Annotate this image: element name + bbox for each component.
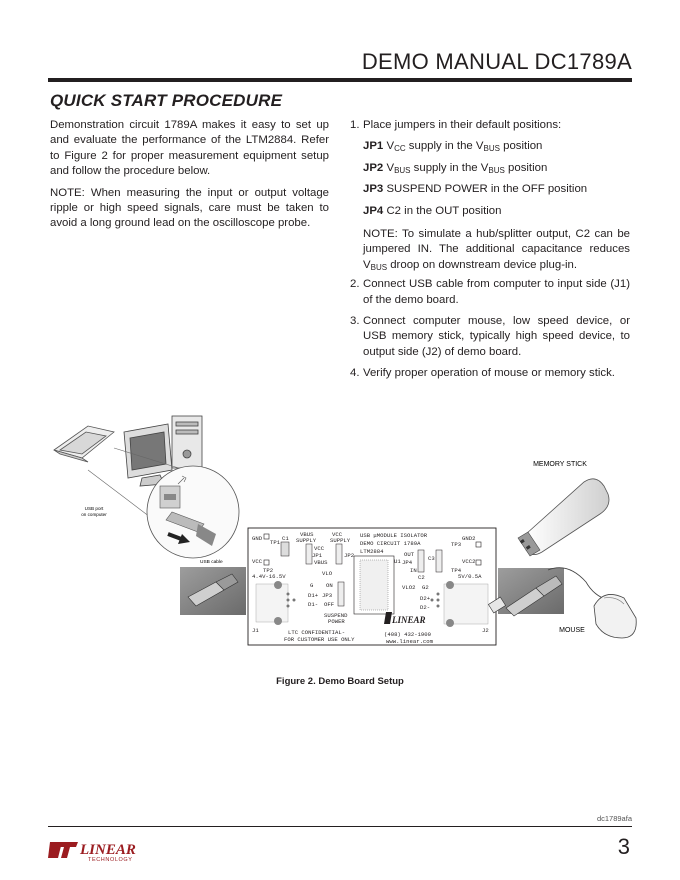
- board-label: J2: [482, 627, 489, 634]
- jp2-sub: BUS: [394, 165, 411, 175]
- board-logo: LINEAR: [392, 615, 426, 625]
- board-label: DEMO CIRCUIT 1789A: [360, 540, 421, 547]
- linear-technology-logo: [48, 838, 148, 864]
- figure-caption: Figure 2. Demo Board Setup: [276, 676, 404, 687]
- jp4-text: C2 in the OUT position: [386, 204, 502, 217]
- usb-cable-label: USB cable: [200, 560, 223, 565]
- board-label: JP2: [344, 552, 355, 559]
- jp2-text: V: [386, 161, 395, 174]
- memory-stick-label: MEMORY STICK: [533, 461, 587, 468]
- step-2: [350, 277, 630, 308]
- board-label: J1: [252, 627, 259, 634]
- jp1-sub: CC: [394, 144, 406, 154]
- board-label: JP3: [322, 592, 333, 599]
- board-label: GND: [252, 535, 263, 542]
- jp3-text: SUSPEND POWER in the OFF position: [386, 183, 588, 196]
- usb-mini-plug-photo: [180, 567, 246, 615]
- document-code: dc1789afa: [596, 814, 632, 823]
- logo-subtext: TECHNOLOGY: [88, 857, 133, 863]
- board-label: ON: [326, 582, 333, 589]
- step-text: Verify proper operation of mouse or memory stick.: [363, 367, 615, 380]
- board-label: G: [310, 582, 314, 589]
- board-label: D2+: [420, 595, 431, 602]
- board-label: D1-: [308, 601, 319, 608]
- step-text: Connect USB cable from computer to input side (J1) of the demo board.: [363, 278, 630, 306]
- board-label: C1: [282, 535, 289, 542]
- board-label: VCC: [252, 558, 263, 565]
- step-3: [350, 314, 630, 360]
- board-label: D1+: [308, 592, 319, 599]
- laptop-illustration: [54, 426, 114, 462]
- jp1-sub: BUS: [483, 144, 500, 154]
- jp1-setting: [363, 139, 630, 154]
- usb-port-label: on computer: [81, 512, 107, 517]
- board-label: G2: [422, 584, 429, 591]
- board-label: VCC2: [462, 558, 476, 565]
- board-label: SUPPLY: [296, 537, 317, 544]
- board-label: OUT: [404, 551, 415, 558]
- board-label: USB μMODULE ISOLATOR: [360, 532, 428, 539]
- demo-board-setup-figure: [48, 412, 638, 662]
- footer-rule: [48, 826, 632, 827]
- page-header-title: DEMO MANUAL DC1789A: [361, 49, 632, 74]
- board-label: VCC: [332, 531, 343, 538]
- board-label: VBUS: [314, 559, 328, 566]
- board-label: IN: [410, 567, 417, 574]
- board-label: JP4: [402, 559, 413, 566]
- board-label: POWER: [328, 618, 345, 625]
- jp2-sub: BUS: [488, 165, 505, 175]
- step-number: 1.: [350, 119, 360, 131]
- board-label: TP1: [270, 539, 281, 546]
- board-label: 4.4V-16.5V: [252, 573, 286, 580]
- board-label: GND2: [462, 535, 476, 542]
- board-label: VCC: [314, 545, 325, 552]
- board-label: JP1: [312, 552, 323, 559]
- jp4-label: JP4: [363, 204, 384, 217]
- left-column: [50, 118, 329, 238]
- board-label: VLO: [322, 570, 333, 577]
- board-label: D2-: [420, 604, 431, 611]
- board-label: C3: [428, 555, 435, 562]
- jp1-text: supply in the V: [405, 140, 484, 153]
- board-label: 5V/0.5A: [458, 573, 482, 580]
- page-number: 3: [617, 834, 630, 859]
- header-rule: [48, 78, 632, 82]
- board-label: OFF: [324, 601, 335, 608]
- step-text: Place jumpers in their default positions:: [363, 119, 562, 131]
- board-label: VLO2: [402, 584, 416, 591]
- jp3-label: JP3: [363, 183, 384, 196]
- board-label: TP2: [263, 567, 274, 574]
- board-label: FOR CUSTOMER USE ONLY: [284, 636, 355, 643]
- jp1-label: JP1: [363, 140, 384, 153]
- step-number: 3.: [350, 315, 360, 328]
- intro-paragraph: Demonstration circuit 1789A makes it easy to set up and evaluate the performance of the LTM2884. Refer to Figure 2 for proper measurement equipment setup and follow the procedure below.: [50, 119, 329, 178]
- jp3-setting: [363, 182, 630, 197]
- board-label: VBUS: [300, 531, 314, 538]
- board-label: U1: [394, 558, 401, 565]
- step-number: 2.: [350, 278, 360, 291]
- note-text: NOTE: To simulate a hub/splitter output, C2 can be jumpered IN. The additional capacitance reduces V: [363, 228, 630, 271]
- step-note: [363, 227, 630, 273]
- board-label: TP3: [451, 541, 462, 548]
- jp2-text: position: [504, 161, 548, 174]
- board-label: LTC CONFIDENTIAL-: [288, 629, 346, 636]
- board-label: C2: [418, 574, 425, 581]
- logo-wordmark: LINEAR: [80, 842, 136, 858]
- procedure-steps: [350, 118, 630, 388]
- note-sub: BUS: [370, 262, 388, 272]
- board-label: TP4: [451, 567, 462, 574]
- step-text: Connect computer mouse, low speed device, or USB memory stick, typically high speed device, to output side (J2) of demo board.: [363, 315, 630, 358]
- jp4-setting: [363, 204, 630, 219]
- section-title: QUICK START PROCEDURE: [50, 91, 283, 110]
- jp2-label: JP2: [363, 161, 384, 174]
- step-1: [350, 118, 630, 133]
- note-text: droop on downstream device plug-in.: [387, 258, 578, 271]
- usb-port-label: USB port: [84, 506, 104, 511]
- usb-a-plug-photo: [488, 568, 564, 616]
- memory-stick-illustration: [518, 461, 609, 556]
- mouse-label: MOUSE: [559, 627, 585, 634]
- demo-board-illustration: [248, 528, 496, 645]
- board-label: (408) 432-1900: [384, 631, 431, 638]
- board-label: www.linear.com: [386, 638, 433, 645]
- board-label: SUPPLY: [330, 537, 351, 544]
- board-label: SUSPEND: [324, 612, 348, 619]
- jp1-text: position: [499, 140, 543, 153]
- note-paragraph: NOTE: When measuring the input or output voltage ripple or high speed signals, care must be taken to avoid a long ground lead on the oscilloscope probe.: [50, 186, 329, 230]
- jp1-text: V: [386, 140, 395, 153]
- board-label: LTM2884: [360, 548, 384, 555]
- jp2-setting: [363, 161, 630, 176]
- step-4: [350, 366, 630, 381]
- jp2-text: supply in the V: [410, 161, 489, 174]
- step-number: 4.: [350, 367, 360, 380]
